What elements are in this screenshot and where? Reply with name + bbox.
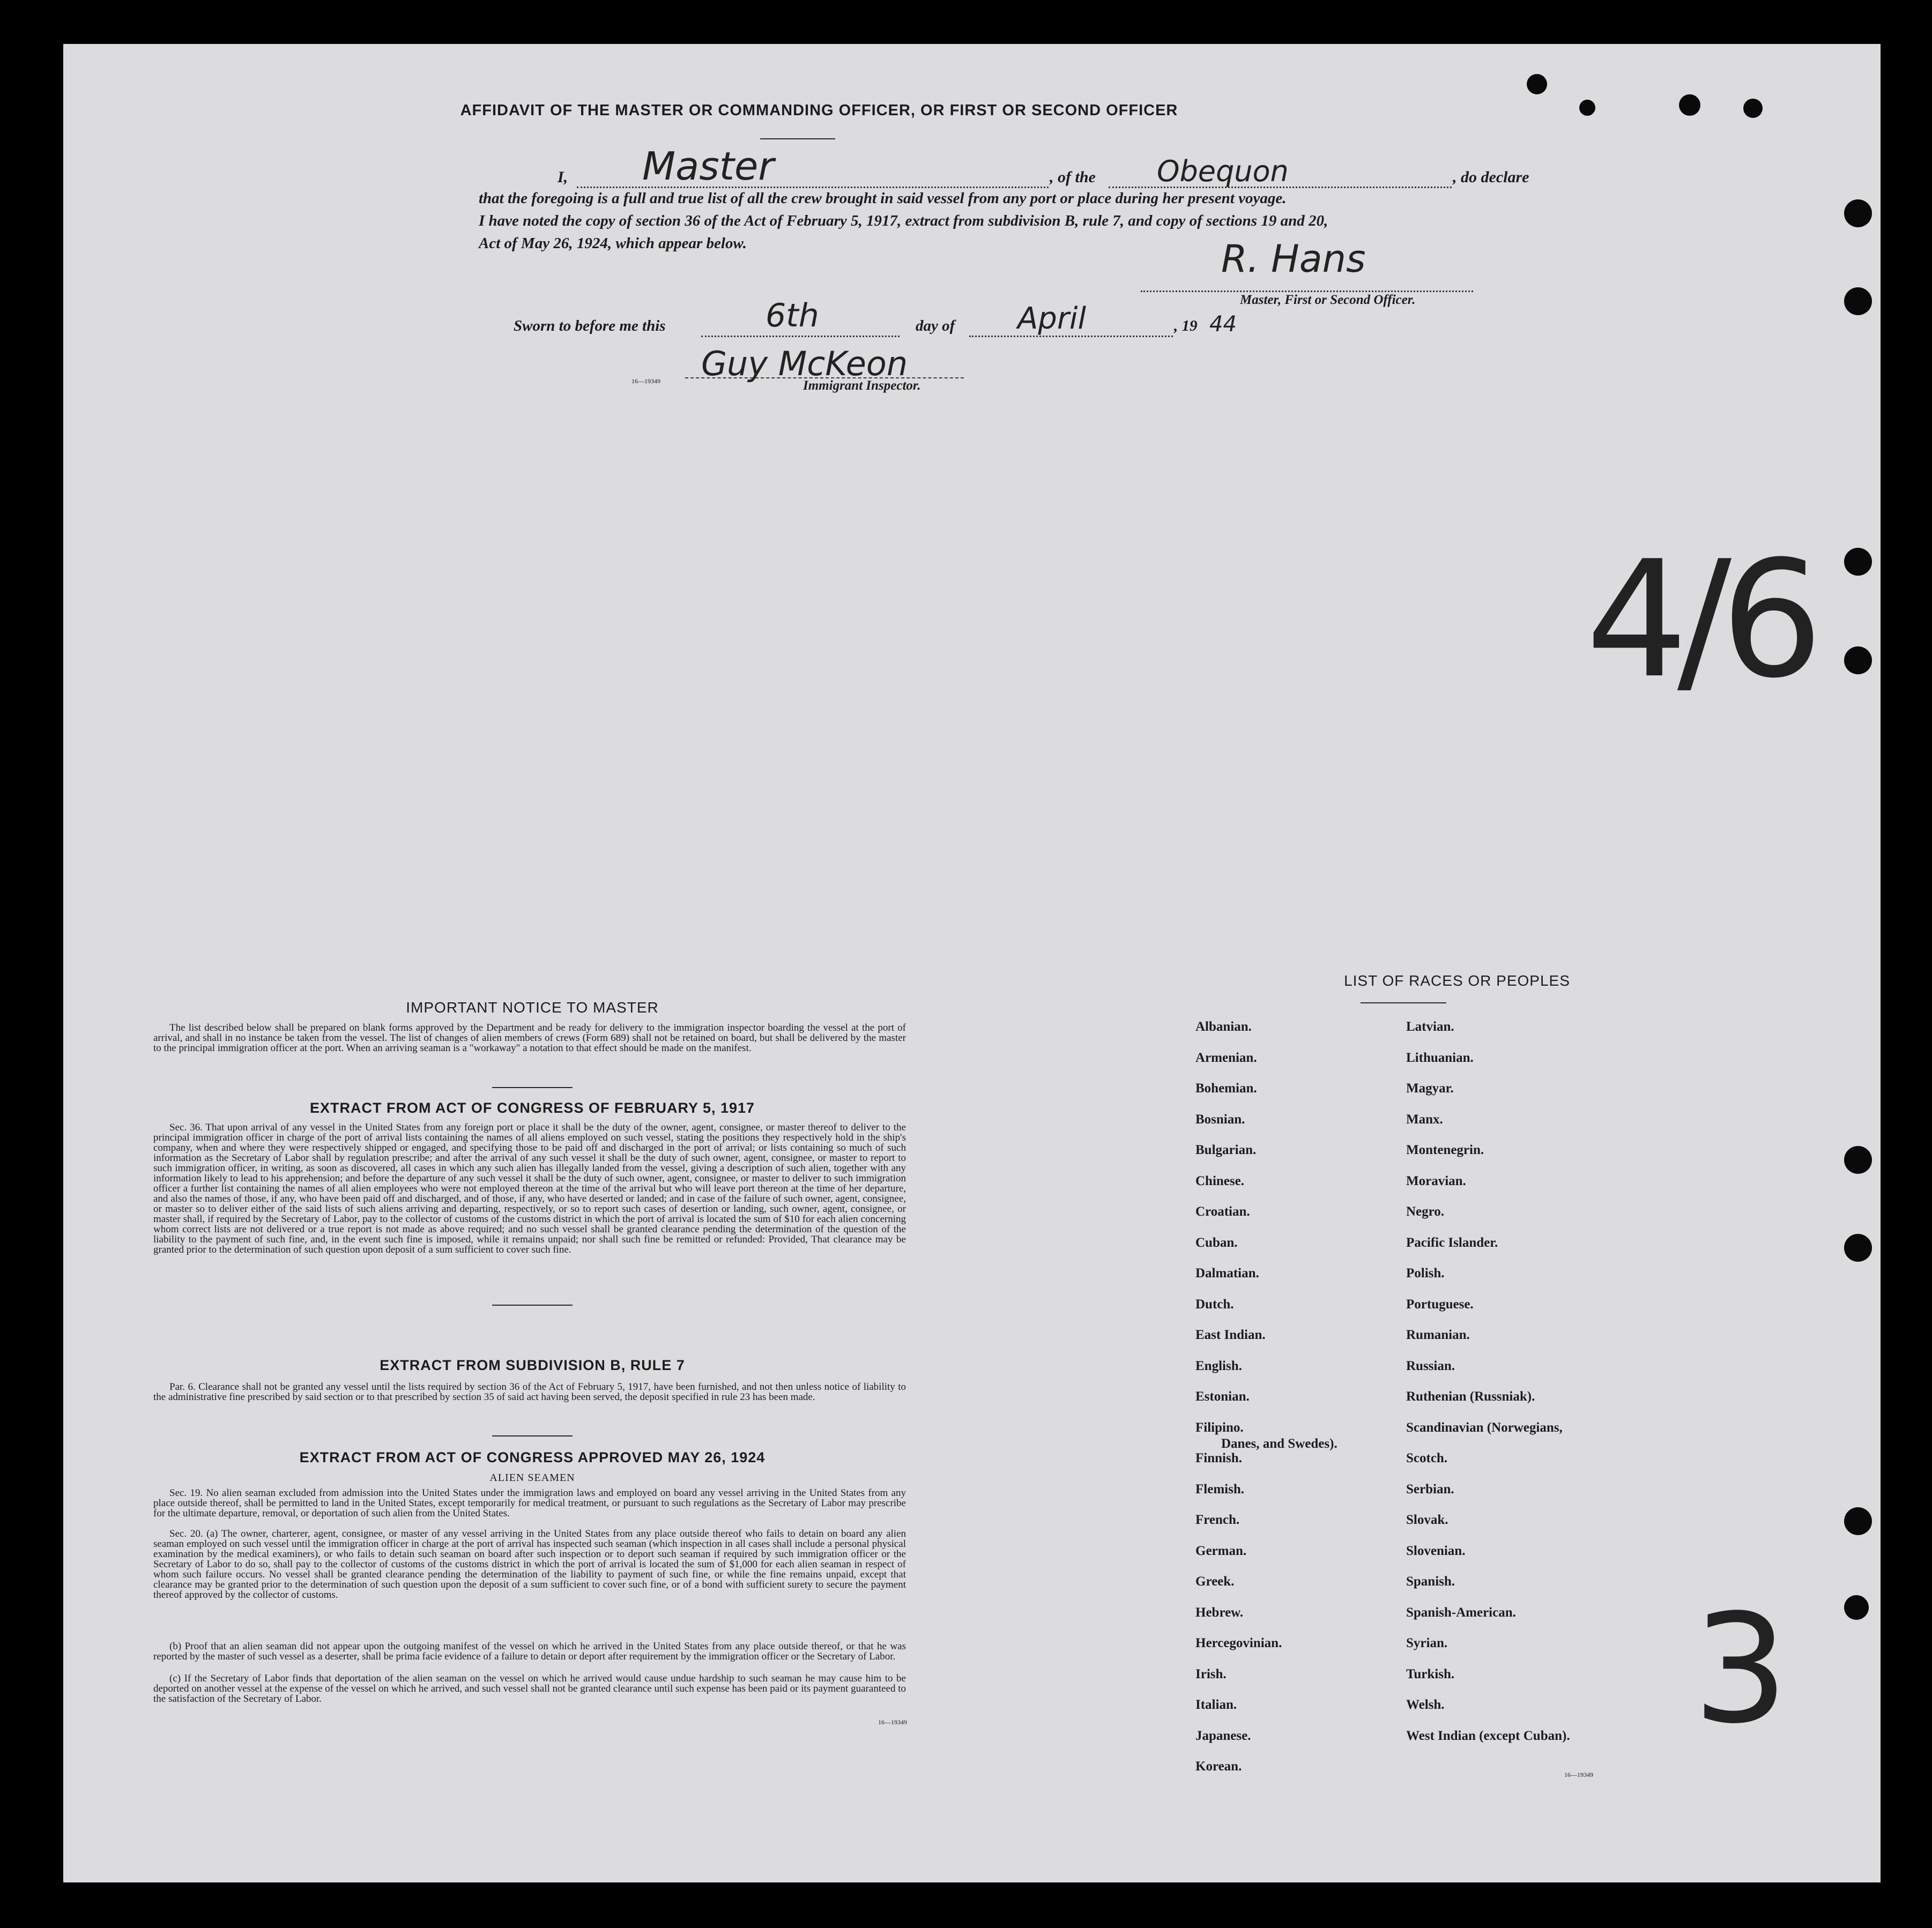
binder-hole bbox=[1844, 287, 1872, 315]
binder-hole bbox=[1527, 74, 1547, 94]
day-line bbox=[701, 336, 900, 337]
binder-hole bbox=[1844, 1595, 1869, 1620]
race-item: Bosnian. bbox=[1195, 1112, 1245, 1127]
race-item: Italian. bbox=[1195, 1698, 1237, 1712]
binder-hole bbox=[1844, 646, 1872, 674]
i-prefix: I, bbox=[558, 168, 568, 186]
race-item: German. bbox=[1195, 1543, 1247, 1558]
race-item: Flemish. bbox=[1195, 1482, 1244, 1497]
binder-hole bbox=[1579, 100, 1595, 116]
race-item: Greek. bbox=[1195, 1574, 1235, 1589]
fraction-annotation: 4/6 bbox=[1586, 526, 1812, 713]
extract-1924-sec20b: (b) Proof that an alien seaman did not appear upon the outgoing manifest of the vessel on which he arrived in the United States from any place outside thereof, or that he was reported by the master of such vessel as a deserter, shall be prima facie evidence of a failure to detain or deport after requirement by the immigration officer or the Secretary of Labor. bbox=[153, 1641, 906, 1662]
race-item: Croatian. bbox=[1195, 1204, 1250, 1219]
day-handwritten: 6th bbox=[766, 297, 819, 334]
binder-hole bbox=[1743, 99, 1763, 118]
race-item: Slovenian. bbox=[1406, 1543, 1466, 1558]
page-number-annotation: 3 bbox=[1693, 1582, 1789, 1757]
of-the-text: , of the bbox=[1050, 168, 1096, 186]
race-item: Manx. bbox=[1406, 1112, 1443, 1127]
race-item: East Indian. bbox=[1195, 1328, 1266, 1342]
master-name-handwritten: Master bbox=[642, 144, 774, 189]
race-item: Pacific Islander. bbox=[1406, 1235, 1498, 1250]
notice-title: IMPORTANT NOTICE TO MASTER bbox=[406, 999, 659, 1016]
form-number-top: 16—19349 bbox=[631, 377, 660, 385]
race-item: Montenegrin. bbox=[1406, 1143, 1484, 1157]
officer-signature: R. Hans bbox=[1221, 237, 1366, 281]
race-item: Hercegovinian. bbox=[1195, 1636, 1282, 1650]
day-of-text: day of bbox=[916, 317, 955, 334]
race-item: Chinese. bbox=[1195, 1173, 1244, 1188]
race-item: Hebrew. bbox=[1195, 1605, 1244, 1620]
race-item: Negro. bbox=[1406, 1204, 1445, 1219]
do-declare-text: , do declare bbox=[1453, 168, 1529, 186]
inspector-caption: Immigrant Inspector. bbox=[803, 378, 921, 393]
race-item: Finnish. bbox=[1195, 1451, 1242, 1465]
extract-1924-form-number: 16—19349 bbox=[878, 1718, 907, 1726]
race-item: Magyar. bbox=[1406, 1081, 1454, 1096]
officer-caption: Master, First or Second Officer. bbox=[1240, 293, 1416, 307]
binder-hole bbox=[1679, 94, 1700, 116]
race-item: Serbian. bbox=[1406, 1482, 1454, 1497]
race-item: Danes, and Swedes). bbox=[1221, 1436, 1337, 1451]
notice-body: The list described below shall be prepared on blank forms approved by the Department and be ready for delivery to the immigration inspector boarding the vessel at the port of arrival, and shall in no instance be taken from the vessel. The list of changes of alien members of crews (Form 689) shall not be retained on board, but shall be delivered by the master to the principal immigration officer at the port. When an arriving seaman is a "workaway" a notation to that effect should be made on the manifest. bbox=[153, 1022, 906, 1054]
race-item: Russian. bbox=[1406, 1358, 1455, 1373]
races-title-underline bbox=[1361, 1002, 1446, 1003]
document-page bbox=[63, 44, 1881, 1882]
sworn-prefix: Sworn to before me this bbox=[514, 317, 666, 334]
declaration-line-4: Act of May 26, 1924, which appear below. bbox=[479, 235, 747, 252]
binder-hole bbox=[1844, 1234, 1872, 1262]
race-item: Welsh. bbox=[1406, 1698, 1445, 1712]
race-item: Ruthenian (Russniak). bbox=[1406, 1389, 1535, 1404]
race-item: Dalmatian. bbox=[1195, 1266, 1259, 1281]
binder-hole bbox=[1844, 548, 1872, 576]
extract-1924-subtitle: ALIEN SEAMEN bbox=[489, 1472, 575, 1484]
race-item: Cuban. bbox=[1195, 1235, 1238, 1250]
extract-1924-sec19: Sec. 19. No alien seaman excluded from admission into the United States under the immigration laws and employed on board any vessel arriving in the United States from any place outside thereof, shall be permitted to land in the United States, except temporarily for medical treatment, or pursuant to such regulations as the Secretary of Labor may prescribe for the ultimate departure, removal, or deportation of such alien from the United States. bbox=[153, 1487, 906, 1519]
race-item: Syrian. bbox=[1406, 1636, 1448, 1650]
race-item: West Indian (except Cuban). bbox=[1406, 1728, 1570, 1743]
year-prefix: , 19 bbox=[1174, 317, 1198, 334]
extract-1917-title: EXTRACT FROM ACT OF CONGRESS OF FEBRUARY 5, 1917 bbox=[309, 1100, 755, 1116]
extract-1924-sec20a: Sec. 20. (a) The owner, charterer, agent, consignee, or master of any vessel arriving in the United States from any place outside thereof who fails to detain on board any alien seaman employed on such vessel until the immigration officer in charge at the port of arrival has inspected such seaman (which inspection in all cases shall include a personal physical examination by the medical examiners), or who fails to detain such seaman on board after such inspection or to deport such seaman if required by such immigration officer or the Secretary of Labor to do so, shall pay to the collector of customs of the customs district in which the port of arrival is located the sum of $1,000 for each alien seaman in respect of whom such failure occurs. No vessel shall be granted clearance pending the determination of the liability to payment of such fine, or while the fine remains unpaid, except that clearance may be granted prior to the determination of such question upon the deposit of a sum sufficient to cover such fine, or of a bond with sufficient surety to secure the payment thereof approved by the collector of customs. bbox=[153, 1528, 906, 1601]
race-item: Bohemian. bbox=[1195, 1081, 1257, 1096]
race-item: Japanese. bbox=[1195, 1728, 1251, 1743]
vessel-name-handwritten: Obequon bbox=[1157, 154, 1289, 188]
race-item: English. bbox=[1195, 1358, 1242, 1373]
month-handwritten: April bbox=[1017, 301, 1086, 336]
race-item: Scotch. bbox=[1406, 1451, 1448, 1465]
extract-1917-body: Sec. 36. That upon arrival of any vessel in the United States from any foreign port or place it shall be the duty of the owner, agent, consignee, or master thereof to deliver to the principal immigration officer in charge of the port of arrival lists containing the names of all aliens employed on such vessel, stating the positions they respectively hold in the ship's company, when and where they were respectively shipped or engaged, and specifying those to be paid off and discharged in the port of arrival; or lists containing so much of such information as the Secretary of Labor shall by regulation prescribe; and after the arrival of any such vessel it shall be the duty of such owner, agent, consignee, or master to report to such immigration officer, in writing, as soon as discovered, all cases in which any such alien has illegally landed from the vessel, giving a description of such alien, together with any information likely to lead to his apprehension; and before the departure of any such vessel it shall be the duty of such owner, agent, consignee, or master to deliver to such immigration officer a further list containing the names of all alien employees who were not employed thereon at the time of the arrival but who will leave port thereon at the time of her departure, and also the names of those, if any, who have been paid off and discharged, and of those, if any, who have deserted or landed; and in case of the failure of such owner, agent, consignee, or master so to deliver either of the said lists of such aliens arriving and departing, respectively, or so to report such cases of desertion or landing, such owner, agent, consignee, or master shall, if required by the Secretary of Labor, pay to the collector of customs of the customs district in which the port of arrival is located the sum of $10 for each alien concerning whom correct lists are not delivered or a true report is not made as above required; and no such vessel shall be granted clearance pending the determination of the question of the liability to the payment of such fine, and, in the event such fine is imposed, while it remains unpaid; nor shall such fine be remitted or refunded: Provided, That clearance may be granted prior to the determination of such question upon deposit of a sum sufficient to cover such fine. bbox=[153, 1122, 906, 1255]
binder-hole bbox=[1844, 1146, 1872, 1174]
race-item: Spanish-American. bbox=[1406, 1605, 1516, 1620]
race-item: Armenian. bbox=[1195, 1050, 1257, 1065]
race-item: Latvian. bbox=[1406, 1019, 1454, 1034]
declaration-line-3: I have noted the copy of section 36 of the Act of February 5, 1917, extract from subdivision B, rule 7, and copy of sections 19 and 20, bbox=[479, 212, 1328, 229]
race-item: Scandinavian (Norwegians, bbox=[1406, 1420, 1563, 1435]
declaration-line-2: that the foregoing is a full and true list of all the crew brought in said vessel from any port or place during her present voyage. bbox=[479, 190, 1287, 207]
rule7-rule bbox=[492, 1435, 573, 1436]
title-underline bbox=[760, 138, 835, 139]
race-item: Dutch. bbox=[1195, 1297, 1234, 1312]
extract-1924-sec20c: (c) If the Secretary of Labor finds that deportation of the alien seaman on the vessel on which he arrived would cause undue hardship to such seaman he may cause him to be deported on another vessel at the expense of the vessel on which he arrived, and such vessel shall not be granted clearance until such expense has been paid or its payment guaranteed to the satisfaction of the Secretary of Labor. bbox=[153, 1673, 906, 1704]
race-item: Filipino. bbox=[1195, 1420, 1244, 1435]
rule7-body: Par. 6. Clearance shall not be granted any vessel until the lists required by section 36 of the Act of February 5, 1917, have been furnished, and not then unless notice of liability to the administrative fine prescribed by said section or to that prescribed by section 35 of said act having been served, the deposit specified in rule 23 has been made. bbox=[153, 1381, 906, 1403]
affidavit-title: AFFIDAVIT OF THE MASTER OR COMMANDING OFFICER, OR FIRST OR SECOND OFFICER bbox=[460, 102, 1178, 119]
race-item: Polish. bbox=[1406, 1266, 1445, 1281]
extract-1924-title: EXTRACT FROM ACT OF CONGRESS APPROVED MAY 26, 1924 bbox=[299, 1449, 766, 1465]
race-item: French. bbox=[1195, 1513, 1240, 1527]
officer-signature-line bbox=[1141, 291, 1473, 292]
extract-1917-rule bbox=[492, 1305, 573, 1306]
binder-hole bbox=[1844, 1507, 1872, 1535]
rule7-title: EXTRACT FROM SUBDIVISION B, RULE 7 bbox=[380, 1357, 685, 1373]
race-item: Estonian. bbox=[1195, 1389, 1250, 1404]
race-item: Korean. bbox=[1195, 1759, 1242, 1774]
notice-rule bbox=[492, 1087, 573, 1088]
race-item: Albanian. bbox=[1195, 1019, 1252, 1034]
races-title: LIST OF RACES OR PEOPLES bbox=[1344, 972, 1570, 989]
race-item: Slovak. bbox=[1406, 1513, 1448, 1527]
inspector-signature: Guy McKeon bbox=[701, 344, 908, 383]
race-item: Moravian. bbox=[1406, 1173, 1466, 1188]
year-handwritten: 44 bbox=[1209, 312, 1237, 337]
races-form-number: 16—19349 bbox=[1564, 1771, 1593, 1778]
race-item: Spanish. bbox=[1406, 1574, 1455, 1589]
race-item: Portuguese. bbox=[1406, 1297, 1474, 1312]
race-item: Rumanian. bbox=[1406, 1328, 1470, 1342]
race-item: Bulgarian. bbox=[1195, 1143, 1257, 1157]
binder-hole bbox=[1844, 199, 1872, 227]
race-item: Turkish. bbox=[1406, 1666, 1455, 1681]
race-item: Irish. bbox=[1195, 1666, 1227, 1681]
race-item: Lithuanian. bbox=[1406, 1050, 1474, 1065]
